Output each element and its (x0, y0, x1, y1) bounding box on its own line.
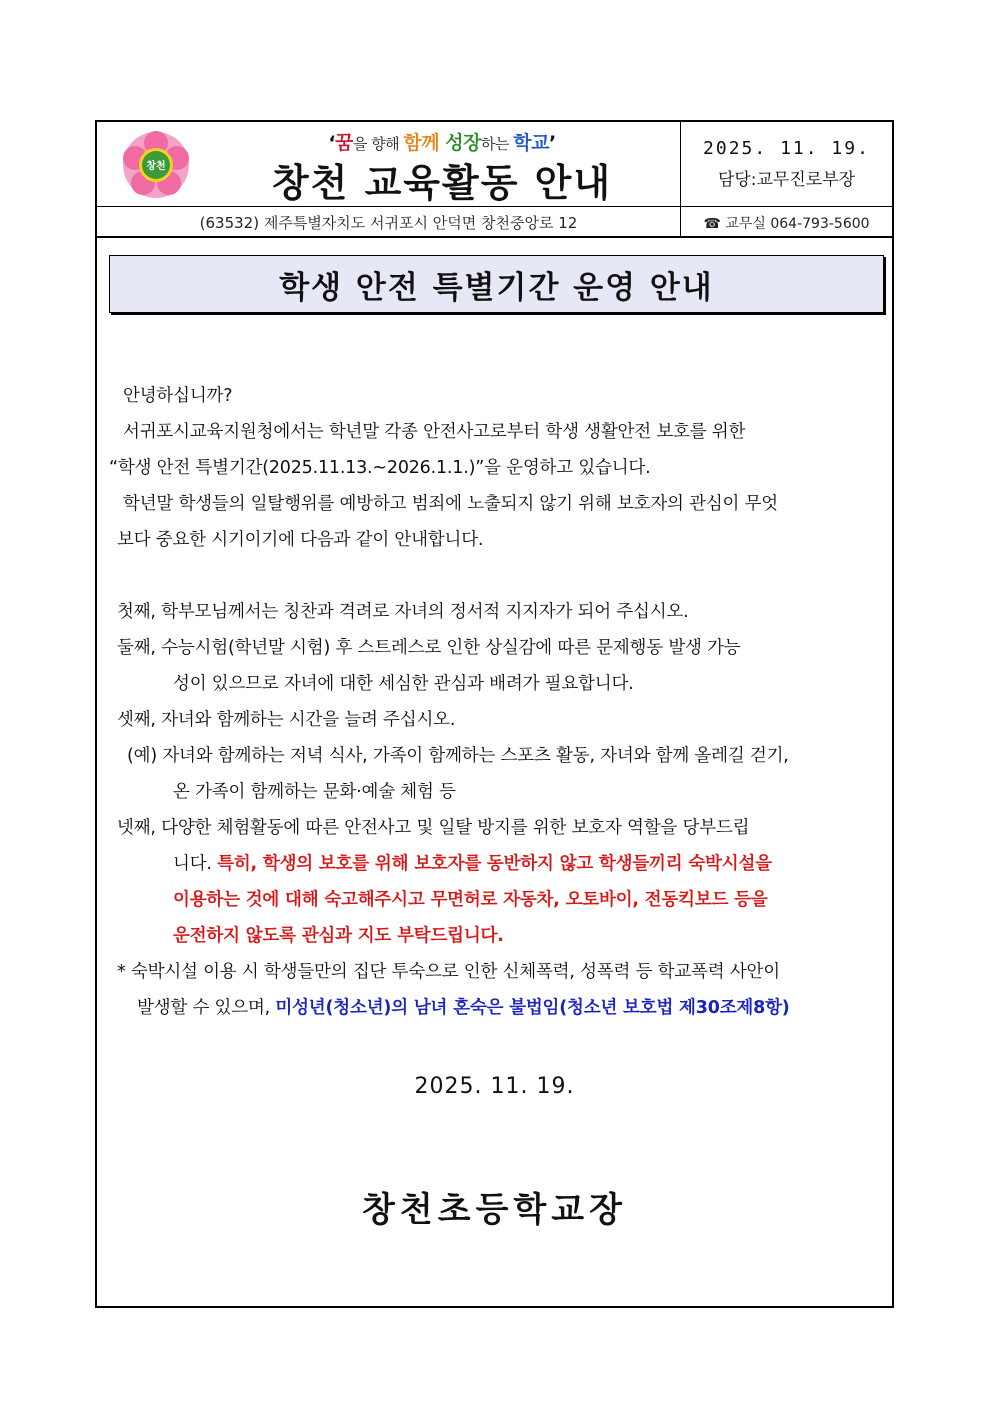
intro-line-2: “학생 안전 특별기간(2025.11.13.~2026.1.1.)”을 운영하고 있습니다. (109, 458, 651, 478)
example-line-2: 온 가족이 함께하는 문화·예술 체험 등 (173, 782, 456, 802)
point-second-line-2: 성이 있으므로 자녀에 대한 세심한 관심과 배려가 필요합니다. (173, 674, 634, 694)
school-address: (63532) 제주특별자치도 서귀포시 안덕면 창천중앙로 12 (199, 214, 578, 232)
point-fourth-line-2: 니다. 특히, 학생의 보호를 위해 보호자를 동반하지 않고 학생들끼리 숙박시설을 (173, 854, 772, 874)
point-fourth-line-1: 넷째, 다양한 체험활동에 따른 안전사고 및 일탈 방지를 위한 보호자 역할을 당부드립 (117, 818, 750, 838)
warning-text: 특히, 학생의 보호를 위해 보호자를 동반하지 않고 학생들끼리 숙박시설을 (217, 854, 772, 874)
notice-title: 학생 안전 특별기간 운영 안내 (279, 269, 714, 306)
point-third: 셋째, 자녀와 함께하는 시간을 늘려 주십시오. (117, 710, 456, 730)
closing-date: 2025. 11. 19. (414, 1074, 575, 1099)
point-fourth-line-4: 운전하지 않도록 관심과 지도 부탁드립니다. (173, 926, 504, 946)
address-row (97, 206, 892, 238)
header-row (97, 122, 892, 207)
example-line-1: (예) 자녀와 함께하는 저녁 식사, 가족이 함께하는 스포츠 활동, 자녀와 함께 올레길 걷기, (127, 746, 789, 766)
department-label: 담당:교무진로부장 (717, 170, 856, 190)
issue-date: 2025. 11. 19. (703, 138, 870, 159)
note-line-1: * 숙박시설 이용 시 학생들만의 집단 투숙으로 인한 신체폭력, 성폭력 등 학교폭력 사안이 (117, 962, 780, 982)
notice-title-box (109, 255, 884, 313)
intro-line-1: 서귀포시교육지원청에서는 학년말 각종 안전사고로부터 학생 생활안전 보호를 위한 (123, 422, 746, 442)
phone-icon: ☎ (703, 216, 721, 232)
point-first: 첫째, 학부모님께서는 칭찬과 격려로 자녀의 정서적 지지자가 되어 주십시오. (117, 602, 689, 622)
principal-signature: 창천초등학교장 (362, 1190, 627, 1230)
intro-line-4: 보다 중요한 시기이기에 다음과 같이 안내합니다. (117, 530, 484, 550)
school-logo-icon (121, 130, 191, 200)
phone-number: ☎ 교무실 064-793-5600 (703, 216, 870, 232)
newsletter-title: 창천 교육활동 안내 (271, 161, 613, 205)
school-slogan: ‘꿈을 향해 함께 성장하는 학교’ (328, 132, 556, 154)
point-fourth-line-3: 이용하는 것에 대해 숙고해주시고 무면허로 자동차, 오토바이, 전동킥보드 등을 (173, 890, 768, 910)
legal-notice-text: 미성년(청소년)의 남녀 혼숙은 불법임(청소년 보호법 제30조제8항) (275, 998, 790, 1018)
intro-line-3: 학년말 학생들의 일탈행위를 예방하고 범죄에 노출되지 않기 위해 보호자의 관심이 무엇 (123, 494, 779, 514)
note-line-2: 발생할 수 있으며, 미성년(청소년)의 남녀 혼숙은 불법임(청소년 보호법 제30조제8항) (137, 998, 790, 1018)
document-frame (95, 120, 894, 1308)
logo-text: 창천 (146, 161, 166, 172)
point-second-line-1: 둘째, 수능시험(학년말 시험) 후 스트레스로 인한 상실감에 따른 문제행동 발생 가능 (117, 638, 741, 658)
greeting: 안녕하십니까? (123, 386, 233, 406)
